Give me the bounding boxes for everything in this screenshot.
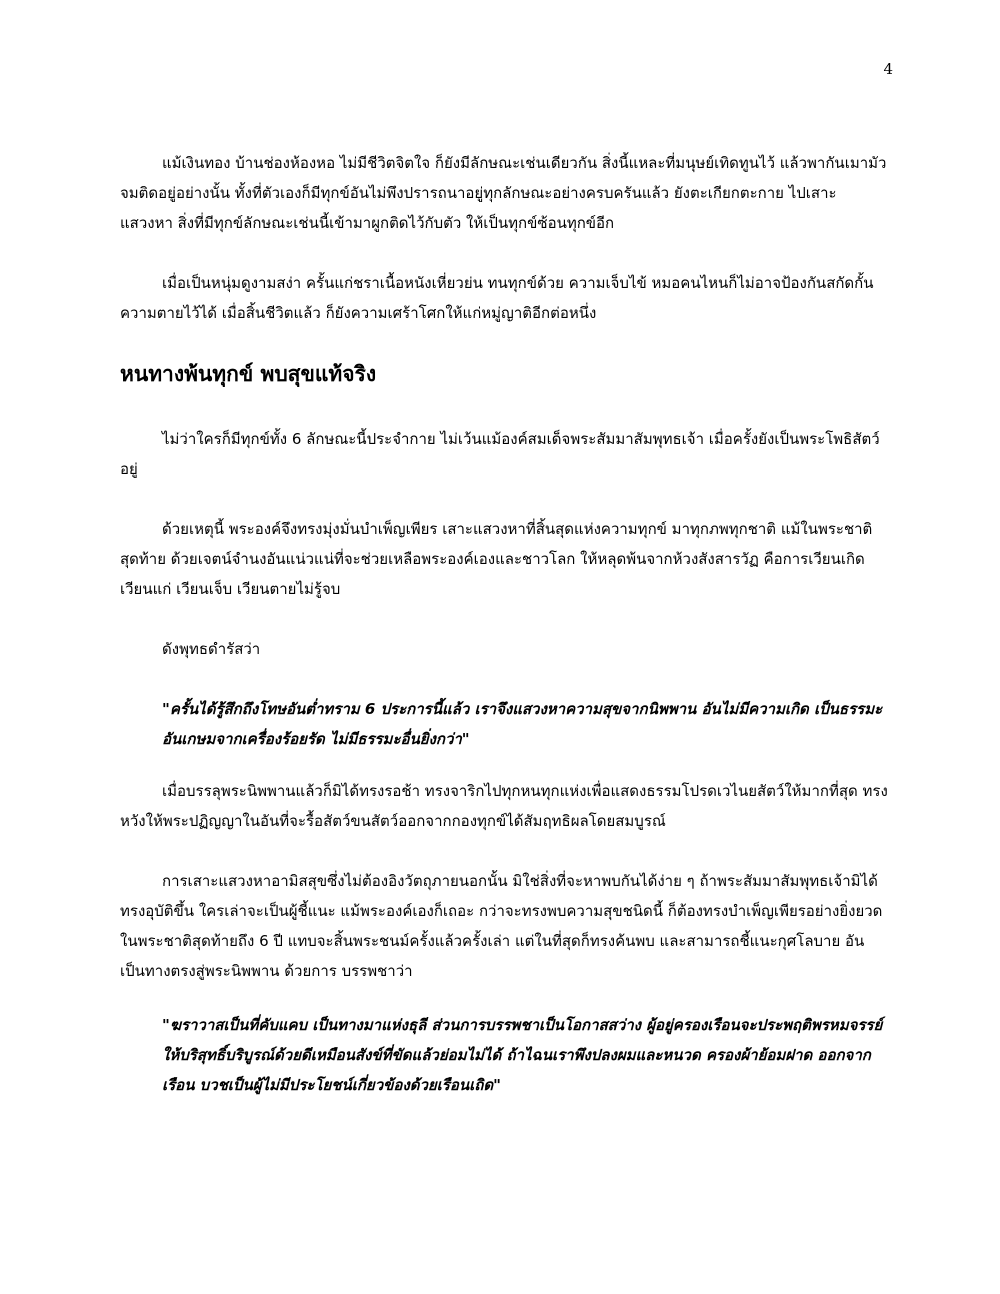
buddha-quote-2: "ฆราวาสเป็นที่คับแคบ เป็นทางมาแห่งธุลี ส่วนการบรรพชาเป็นโอกาสสว่าง ผู้อยู่ครองเรือนจะประพฤติพรหมจรรย์ให้บริสุทธิ์บริบูรณ์ด้วยดีเหมือนสังข์ที่ขัดแล้วย่อมไม่ได้ ถ้าไฉนเราพึงปลงผมและหนวด ครองผ้าย้อมฝาด ออกจากเรือน บวชเป็นผู้ไม่มีประโยชน์เกี่ยวข้องด้วยเรือนเถิด" [162,1016,883,1094]
paragraph-7: การเสาะแสวงหาอามิสสุขซึ่งไม่ต้องอิงวัตถุภายนอกนั้น มิใช่สิ่งที่จะหาพบกันได้ง่าย ๆ ถ้าพระสัมมาสัมพุทธเจ้ามิได้ทรงอุบัติขึ้น ใครเล่าจะเป็นผู้ชี้แนะ แม้พระองค์เองก็เถอะ กว่าจะทรงพบความสุขชนิดนี้ ก็ต้องทรงบำเพ็ญเพียรอย่างยิ่งยวดในพระชาติสุดท้ายถึง 6 ปี แทบจะสิ้นพระชนม์ครั้งแล้วครั้งเล่า แต่ในที่สุดก็ทรงค้นพบ และสามารถชี้แนะกุศโลบาย อันเป็นทางตรงสู่พระนิพพาน ด้วยการ บรรพชาว่า [120,872,883,980]
page-number: 4 [883,60,893,78]
paragraph-2: เมื่อเป็นหนุ่มดูงามสง่า ครั้นแก่ชราเนื้อหนังเหี่ยวย่น ทนทุกข์ด้วย ความเจ็บไข้ หมอคนไหนก็ไม่อาจป้องกันสกัดกั้นความตายไว้ได้ เมื่อสิ้นชีวิตแล้ว ก็ยังความเศร้าโศกให้แก่หมู่ญาติอีกต่อหนึ่ง [120,274,874,322]
section-heading: หนทางพ้นทุกข์ พบสุขแท้จริง [120,362,377,386]
document-body [120,148,888,1100]
paragraph-5: ดังพุทธดำรัสว่า [162,640,261,658]
paragraph-4: ด้วยเหตุนี้ พระองค์จึงทรงมุ่งมั่นบำเพ็ญเพียร เสาะแสวงหาที่สิ้นสุดแห่งความทุกข์ มาทุกภพทุกชาติ แม้ในพระชาติสุดท้าย ด้วยเจตน์จำนงอันแน่วแน่ที่จะช่วยเหลือพระองค์เองและชาวโลก ให้หลุดพ้นจากห้วงสังสารวัฏ คือการเวียนเกิด เวียนแก่ เวียนเจ็บ เวียนตายไม่รู้จบ [120,520,873,598]
paragraph-1: แม้เงินทอง บ้านช่องห้องหอ ไม่มีชีวิตจิตใจ ก็ยังมีลักษณะเช่นเดียวกัน สิ่งนี้แหละที่มนุษย์เทิดทูนไว้ แล้วพากันเมามัวจมติดอยู่อย่างนั้น ทั้งที่ตัวเองก็มีทุกข์อันไม่พึงปรารถนาอยู่ทุกลักษณะอย่างครบครันแล้ว ยังตะเกียกตะกาย ไปเสาะแสวงหา สิ่งที่มีทุกข์ลักษณะเช่นนี้เข้ามาผูกติดไว้กับตัว ให้เป็นทุกข์ซ้อนทุกข์อีก [120,154,887,232]
paragraph-3: ไม่ว่าใครก็มีทุกข์ทั้ง 6 ลักษณะนี้ประจำกาย ไม่เว้นแม้องค์สมเด็จพระสัมมาสัมพุทธเจ้า เมื่อครั้งยังเป็นพระโพธิสัตว์อยู่ [120,430,880,478]
buddha-quote-1: "ครั้นได้รู้สึกถึงโทษอันต่ำทราม 6 ประการนี้แล้ว เราจึงแสวงหาความสุขจากนิพพาน อันไม่มีความเกิด เป็นธรรมะอันเกษมจากเครื่องร้อยรัด ไม่มีธรรมะอื่นยิ่งกว่า" [162,700,883,748]
paragraph-6: เมื่อบรรลุพระนิพพานแล้วก็มิได้ทรงรอช้า ทรงจาริกไปทุกหนทุกแห่งเพื่อแสดงธรรมโปรดเวไนยสัตว์ให้มากที่สุด ทรงหวังให้พระปฏิญญาในอันที่จะรื้อสัตว์ขนสัตว์ออกจากกองทุกข์ได้สัมฤทธิผลโดยสมบูรณ์ [120,782,888,830]
